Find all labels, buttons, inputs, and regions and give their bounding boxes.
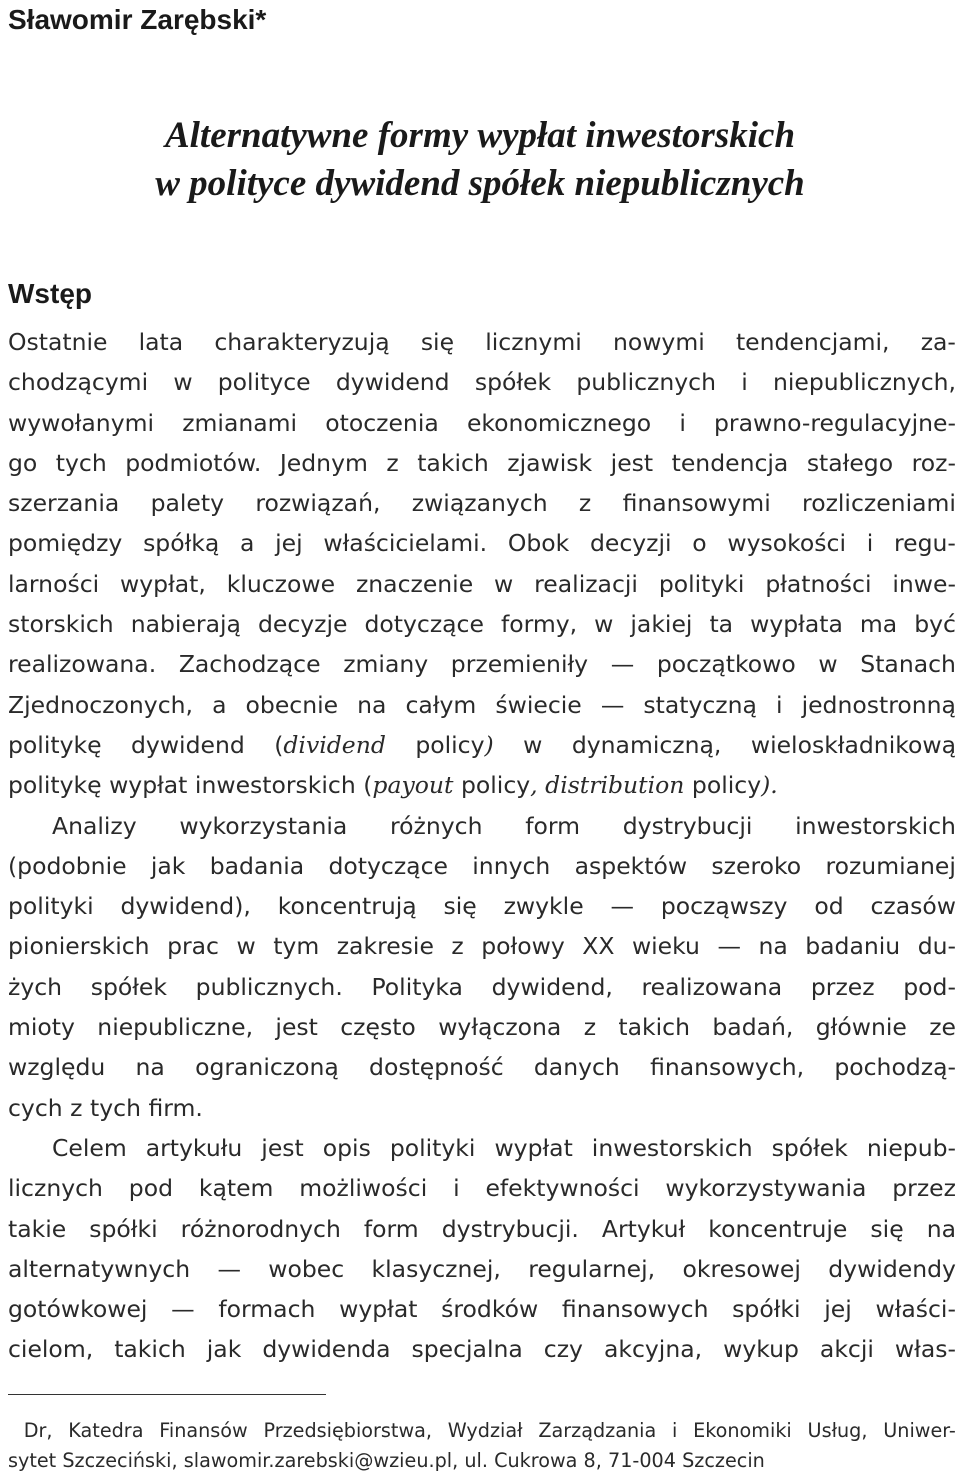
footnote-divider bbox=[8, 1394, 326, 1395]
text-line: Analizy wykorzystania różnych form dystrybucji inwestorskich bbox=[52, 811, 956, 840]
text-line: Zjednoczonych, a obecnie na całym świecie — statyczną i jednostronną bbox=[8, 690, 956, 719]
text-line: realizowana. Zachodzące zmiany przemieniły — początkowo w Stanach bbox=[8, 650, 956, 679]
text-line: Ostatnie lata charakteryzują się licznymi nowymi tendencjami, za- bbox=[8, 328, 956, 356]
text-line: względu na ograniczoną dostępność danych finansowych, pochodzą- bbox=[8, 1053, 956, 1082]
text-line: cielom, takich jak dywidenda specjalna czy akcyjna, wykup akcji włas- bbox=[8, 1335, 956, 1364]
text-line: pionierskich prac w tym zakresie z połowy XX wieku — na badaniu du- bbox=[8, 932, 956, 961]
text-line: go tych podmiotów. Jednym z takich zjawisk jest tendencja stałego roz- bbox=[8, 448, 956, 477]
article-title bbox=[60, 112, 900, 208]
text-line: żych spółek publicznych. Polityka dywidend, realizowana przez pod- bbox=[8, 972, 956, 1001]
text-line: politykę dywidend (dividend policy) w dynamiczną, wieloskładnikową bbox=[8, 730, 956, 759]
body-text bbox=[8, 322, 956, 1370]
text-line: politykę wypłat inwestorskich (payout policy, distribution policy). bbox=[8, 771, 778, 800]
text-line: szerzania palety rozwiązań, związanych z finansowymi rozliczeniami bbox=[8, 489, 956, 518]
text-line: (podobnie jak badania dotyczące innych aspektów szeroko rozumianej bbox=[8, 851, 956, 880]
text-line: polityki dywidend), koncentrują się zwykle — począwszy od czasów bbox=[8, 892, 956, 921]
section-heading: Wstęp bbox=[8, 278, 92, 309]
article-title-line-2: w polityce dywidend spółek niepublicznych bbox=[155, 163, 805, 204]
text-line: licznych pod kątem możliwości i efektywności wykorzystywania przez bbox=[8, 1174, 956, 1203]
text-line: alternatywnych — wobec klasycznej, regularnej, okresowej dywidendy bbox=[8, 1254, 956, 1283]
text-line: mioty niepubliczne, jest często wyłączona z takich badań, głównie ze bbox=[8, 1013, 956, 1042]
text-line: cych z tych firm. bbox=[8, 1093, 203, 1122]
paragraph bbox=[8, 322, 956, 806]
text-line: chodzącymi w polityce dywidend spółek publicznych i niepublicznych, bbox=[8, 368, 956, 397]
footnote bbox=[8, 1416, 956, 1476]
author-name: Sławomir Zarębski* bbox=[8, 4, 267, 35]
text-line: Dr, Katedra Finansów Przedsiębiorstwa, Wydział Zarządzania i Ekonomiki Usług, Uniwer- bbox=[23, 1419, 956, 1442]
text-line: Celem artykułu jest opis polityki wypłat inwestorskich spółek niepub- bbox=[52, 1133, 956, 1162]
text-line: gotówkowej — formach wypłat środków finansowych spółki jej właści- bbox=[8, 1295, 956, 1324]
text-line: wywołanymi zmianami otoczenia ekonomicznego i prawno-regulacyjne- bbox=[8, 408, 956, 437]
article-title-line-1: Alternatywne formy wypłat inwestorskich bbox=[164, 115, 796, 156]
text-line: takie spółki różnorodnych form dystrybucji. Artykuł koncentruje się na bbox=[8, 1214, 956, 1243]
text-line: storskich nabierają decyzje dotyczące formy, w jakiej ta wypłata ma być bbox=[8, 610, 956, 639]
text-line: larności wypłat, kluczowe znaczenie w realizacji polityki płatności inwe- bbox=[8, 569, 956, 598]
paragraph bbox=[8, 806, 956, 1128]
paragraph bbox=[8, 1128, 956, 1370]
text-line: sytet Szczeciński, slawomir.zarebski@wzieu.pl, ul. Cukrowa 8, 71-004 Szczecin bbox=[8, 1449, 765, 1472]
text-line: pomiędzy spółką a jej właścicielami. Obok decyzji o wysokości i regu- bbox=[8, 529, 956, 558]
